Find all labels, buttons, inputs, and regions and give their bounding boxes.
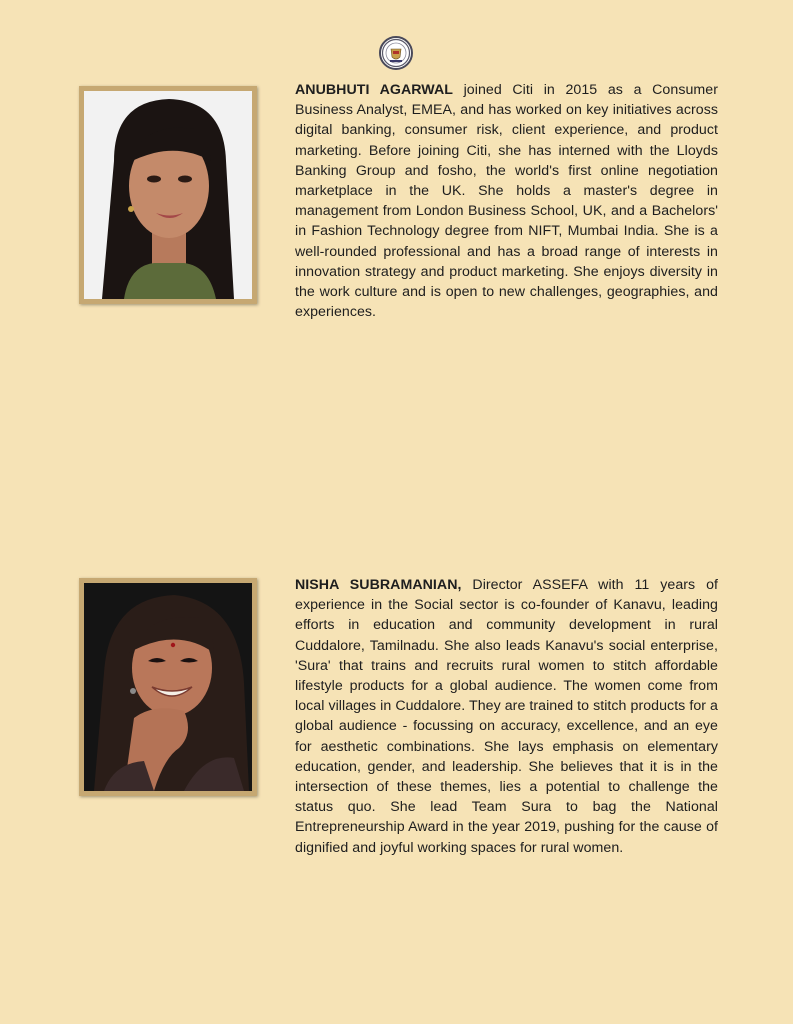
institution-seal-icon	[379, 36, 413, 70]
profile-bio	[295, 80, 718, 322]
portrait-photo-woman-icon	[84, 583, 252, 791]
profile-bio-text: joined Citi in 2015 as a Consumer Business Analyst, EMEA, and has worked on key initiatives across digital banking, consumer risk, client experience, and product marketing. Before joining Citi, she has interned with the Lloyds Banking Group and fosho, the world's first online negotiation marketplace in the UK. She holds a master's degree in management from London Business School, UK, and a Bachelors' in Fashion Technology degree from NIFT, Mumbai India. She is a well-rounded professional and has a broad range of interests in innovation strategy and product marketing. She enjoys diversity in the work culture and is open to new challenges, geographies, and experiences.	[295, 82, 718, 321]
profile-bio-text: Director ASSEFA with 11 years of experience in the Social sector is co-founder of Kanavu, leading efforts in education and community development in rural Cuddalore, Tamilnadu. She also leads Kanavu's social enterprise, 'Sura' that trains and recruits rural women to stitch affordable lifestyle products for a global audience. The women come from local villages in Cuddalore. They are trained to stitch products for a global audience - focussing on accuracy, excellence, and an eye for aesthetic combinations. She lays emphasis on elementary education, gender, and leadership. She believes that it is in the intersection of these themes, lies a potential to challenge the status quo. She lead Team Sura to bag the National Entrepreneurship Award in the year 2019, pushing for the cause of dignified and joyful working spaces for rural women.	[295, 577, 718, 856]
portrait-photo-woman-icon	[84, 91, 252, 299]
profile-bio	[295, 575, 718, 858]
profile-photo	[79, 578, 257, 796]
profile-name: NISHA SUBRAMANIAN,	[295, 577, 462, 593]
profile-photo	[79, 86, 257, 304]
profile-name: ANUBHUTI AGARWAL	[295, 82, 453, 98]
